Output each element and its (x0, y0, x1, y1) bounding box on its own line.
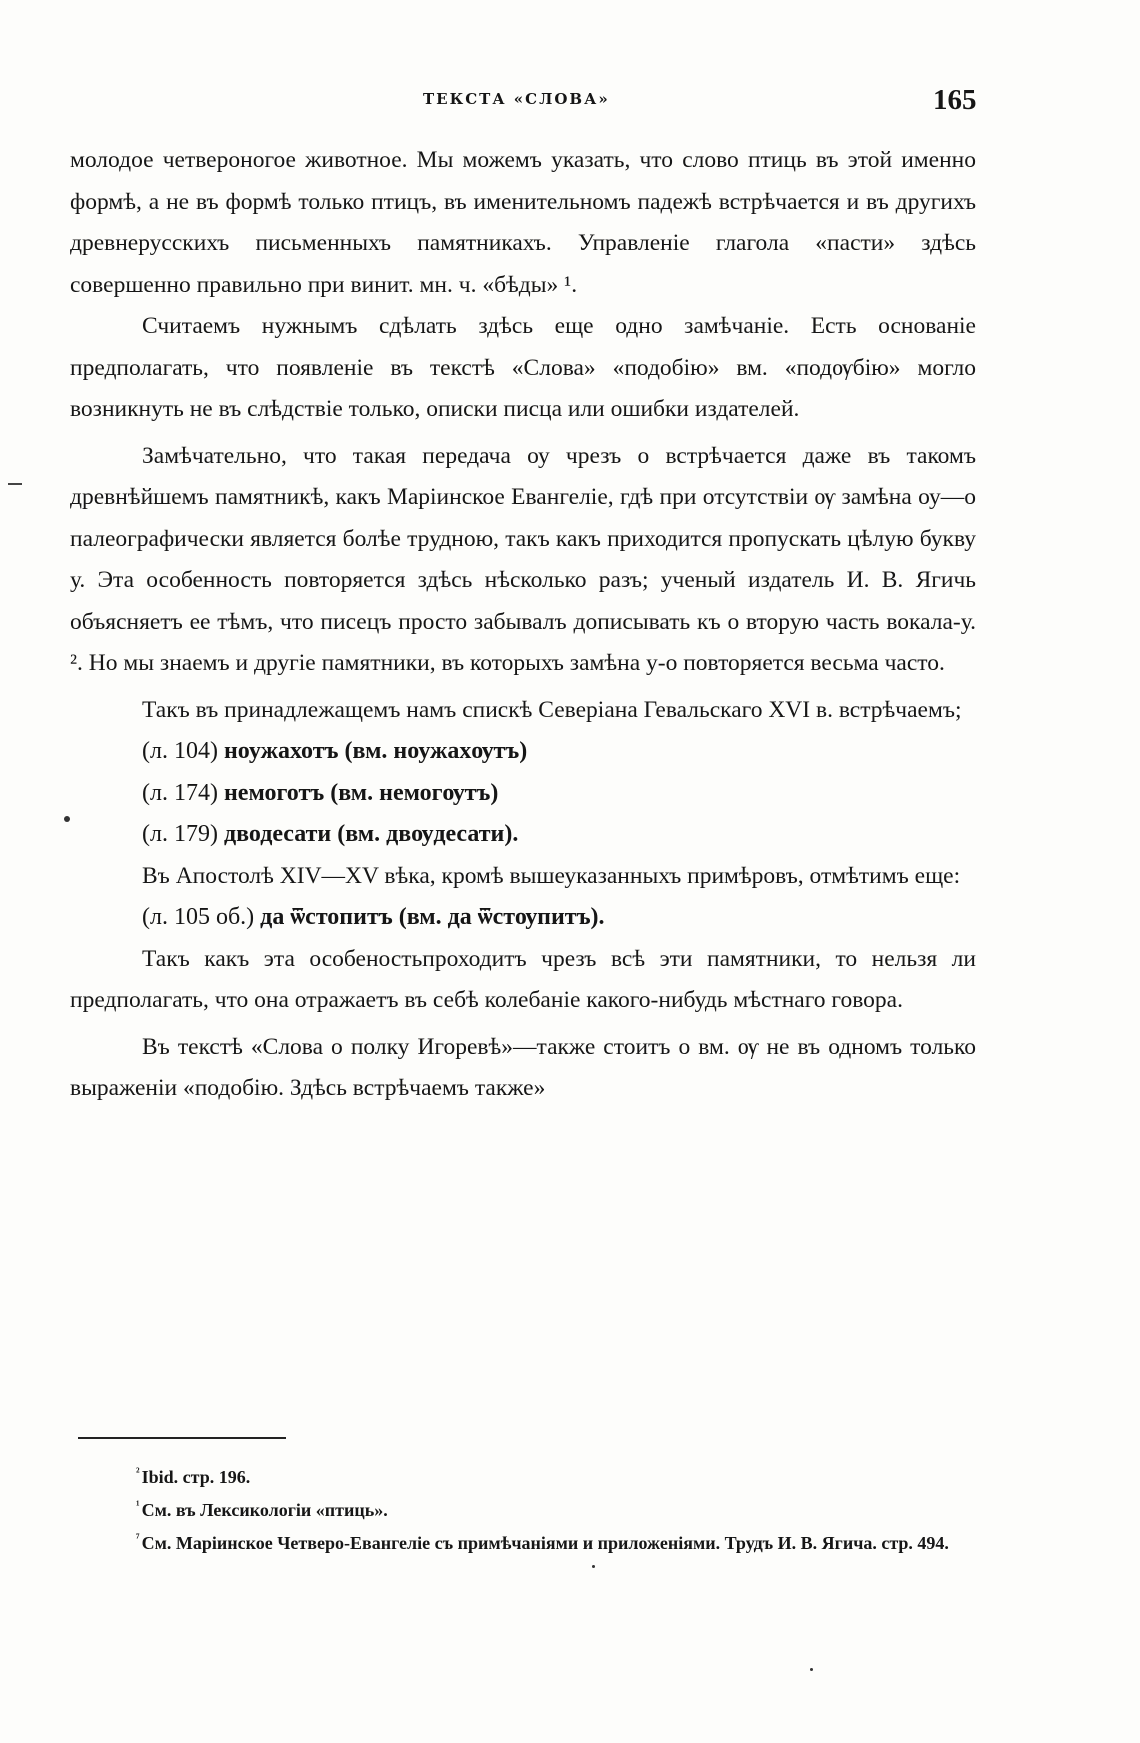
paragraph-2: Считаемъ нужнымъ сдѣлать здѣсь еще одно замѣчаніе. Есть основаніе предполагать, что появленіе въ текстѣ «Слова» «подобію» вм. «подѹбію» могло возникнуть не въ слѣдствіе только, описки писца или ошибки издателей. (70, 313, 976, 422)
page-number: 165 (933, 84, 977, 116)
example-line-1 (142, 731, 976, 773)
example-line-4 (142, 897, 976, 939)
example-ref: (л. 105 об.) (142, 904, 255, 930)
running-head: ТЕКСТА «СЛОВА» (423, 90, 610, 108)
footnotes (70, 1458, 976, 1557)
print-speck (810, 1668, 813, 1671)
example-line-3 (142, 814, 976, 856)
example-ref: (л. 104) (142, 738, 218, 764)
footnote-mark: ¹ (136, 1498, 140, 1512)
footnote-1 (70, 1458, 976, 1491)
example-line-2 (142, 773, 976, 815)
example-text: немоготъ (вм. немогѹтъ) (223, 779, 499, 806)
footnote-divider (78, 1437, 286, 1439)
footnote-mark: ⁷ (136, 1531, 140, 1545)
footnote-3 (70, 1524, 976, 1557)
example-ref: (л. 174) (142, 779, 218, 806)
paragraph-4: Такъ въ принадлежащемъ намъ спискѣ Северіана Гевальскаго XVI в. встрѣчаемъ; (142, 696, 962, 723)
paragraph-6: Такъ какъ эта особеностьпроходитъ чрезъ всѣ эти памятники, то нельзя ли предполагать, что она отражаетъ въ себѣ колебаніе какого-нибудь мѣстнаго говора. (70, 945, 976, 1013)
main-text (70, 140, 976, 1115)
page-header (0, 84, 1140, 118)
footnote-mark: ² (136, 1465, 140, 1479)
print-speck (64, 816, 70, 822)
paragraph-7: Въ текстѣ «Слова о полку Игоревѣ»—также стоитъ о вм. ѹ не въ одномъ только выраженіи «подобію. Здѣсь встрѣчаемъ также» (70, 1033, 976, 1101)
paragraph-3: Замѣчательно, что такая передача оу чрезъ о встрѣчается даже въ такомъ древнѣйшемъ памятникѣ, какъ Маріинское Евангеліе, гдѣ при отсутствіи ѹ замѣна оу—о палеографически является болѣе трудною, такъ какъ приходится пропускать цѣлую букву у. Эта особенность повторяется здѣсь нѣсколько разъ; ученый издатель И. В. Ягичь объясняетъ ее тѣмъ, что писецъ просто забывалъ дописывать къ о вторую часть вокала-у. ². Но мы знаемъ и другіе памятники, въ которыхъ замѣна у-о повторяется весьма часто. (70, 442, 976, 676)
footnote-2 (70, 1491, 976, 1524)
paragraph-5: Въ Апостолѣ XIV—XV вѣка, кромѣ вышеуказанныхъ примѣровъ, отмѣтимъ еще: (142, 862, 961, 889)
example-text: дводесати (вм. двѹдесати). (223, 821, 519, 847)
footnote-text: См. Маріинское Четверо-Евангеліе съ примѣчаніями и приложеніями. Трудъ И. В. Ягича. стр. 494. (141, 1533, 949, 1553)
print-speck (592, 1565, 595, 1568)
example-ref: (л. 179) (142, 821, 218, 847)
example-text: ноужахотъ (вм. ноужахѹтъ) (223, 738, 528, 764)
footnote-text: См. въ Лексикологіи «птиць». (141, 1500, 388, 1520)
margin-mark (8, 483, 22, 485)
example-text: да ѿстопитъ (вм. да ѿстѹпитъ). (260, 904, 605, 930)
footnote-text: Ibid. стр. 196. (141, 1467, 251, 1487)
paragraph-1: молодое четвероногое животное. Мы можемъ указать, что слово птиць въ этой именно формѣ, а не въ формѣ только птицъ, въ именительномъ падежѣ встрѣчается и въ другихъ древнерусскихъ письменныхъ памятникахъ. Управленіе глагола «пасти» здѣсь совершенно правильно при винит. мн. ч. «бѣды» ¹. (70, 147, 976, 298)
